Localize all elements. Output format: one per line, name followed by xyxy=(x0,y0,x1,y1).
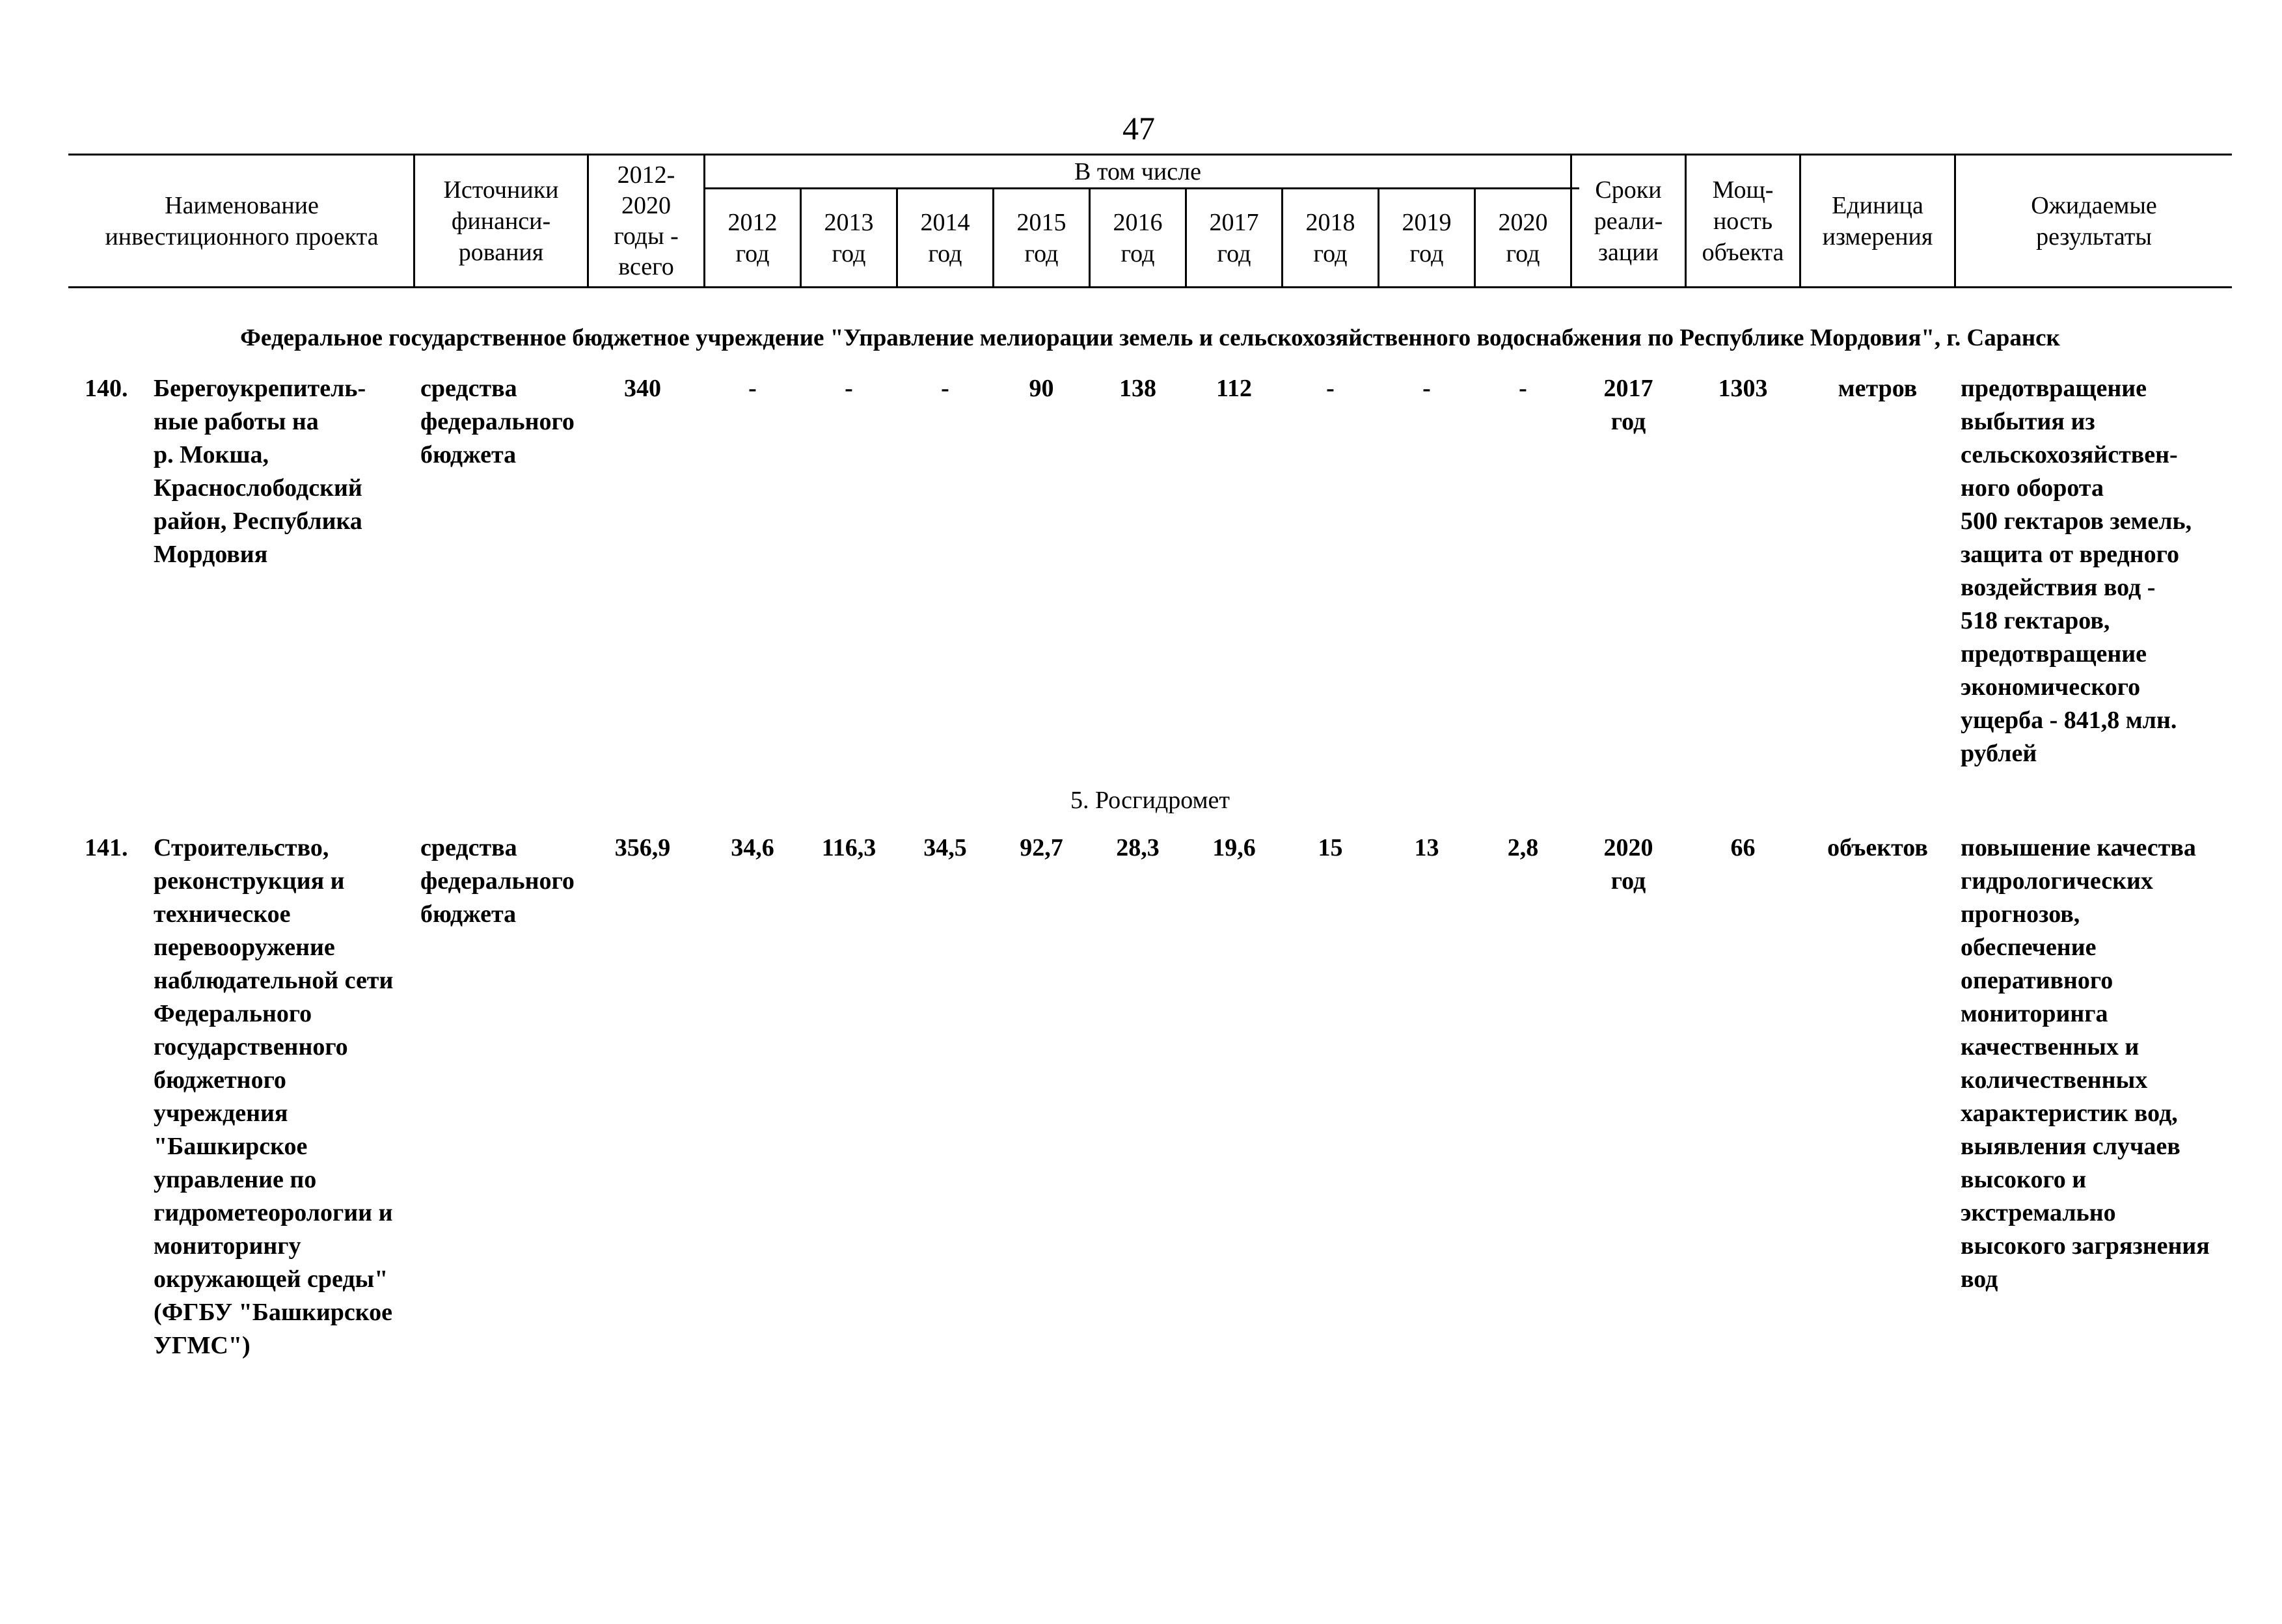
section-heading: 5. Росгидромет xyxy=(1070,787,1230,814)
row-141-source: средства федерального бюджета xyxy=(420,834,575,928)
row-141-2015: 92,7 xyxy=(1020,834,1063,861)
header-year-2019: 2019 год xyxy=(1402,208,1452,267)
row-141-unit: объектов xyxy=(1827,834,1928,861)
header-total: 2012- 2020 годы - всего xyxy=(614,161,679,280)
header-year-2018: 2018 год xyxy=(1305,208,1355,267)
row-140-term: 2017 год xyxy=(1603,375,1653,435)
row-140-2018: - xyxy=(1326,375,1335,402)
header-project-name: Наименование инвестиционного проекта xyxy=(105,191,379,250)
header-results: Ожидаемые результаты xyxy=(2031,191,2157,250)
header-bottom-rule xyxy=(68,286,2232,288)
row-140-capacity: 1303 xyxy=(1718,375,1768,402)
row-140-unit: метров xyxy=(1838,375,1918,402)
row-140-2019: - xyxy=(1422,375,1431,402)
header-capacity: Мощ- ность объекта xyxy=(1702,176,1784,266)
row-141-number: 141. xyxy=(85,834,128,861)
row-141-term: 2020 год xyxy=(1603,834,1653,895)
header-terms: Сроки реали- зации xyxy=(1594,176,1663,266)
row-141-2012: 34,6 xyxy=(731,834,774,861)
row-141-results: повышение качества гидрологических прогнозов, обеспечение оперативного мониторинга качественных и количественных характеристик вод, выявления случаев высокого и экстремально высокого загрязнения вод xyxy=(1961,834,2210,1293)
header-year-2016: 2016 год xyxy=(1113,208,1163,267)
header-unit: Единица измерения xyxy=(1822,191,1933,250)
header-year-2017: 2017 год xyxy=(1209,208,1259,267)
organization-heading: Федеральное государственное бюджетное учреждение "Управление мелиорации земель и сельскохозяйственного водоснабжения по Республике Мордовия", г. Саранск xyxy=(240,325,2060,351)
header-sources: Источники финанси- рования xyxy=(443,176,559,266)
row-140-2020: - xyxy=(1519,375,1527,402)
header-including: В том числе xyxy=(1074,157,1201,185)
row-141-2019: 13 xyxy=(1414,834,1439,861)
row-140-2012: - xyxy=(748,375,757,402)
row-141-capacity: 66 xyxy=(1730,834,1756,861)
row-141-2018: 15 xyxy=(1318,834,1343,861)
row-141-2016: 28,3 xyxy=(1116,834,1160,861)
header-year-2013: 2013 год xyxy=(824,208,874,267)
row-140-2016: 138 xyxy=(1119,375,1156,402)
row-141-total: 356,9 xyxy=(614,834,671,861)
page-number: 47 xyxy=(1122,110,1155,146)
row-140-total: 340 xyxy=(624,375,661,402)
row-140-number: 140. xyxy=(85,375,128,402)
header-year-2020: 2020 год xyxy=(1498,208,1548,267)
row-140-2015: 90 xyxy=(1029,375,1054,402)
row-141-2017: 19,6 xyxy=(1212,834,1256,861)
row-140-2014: - xyxy=(941,375,949,402)
row-140-2013: - xyxy=(845,375,853,402)
row-140-source: средства федерального бюджета xyxy=(420,375,575,468)
row-141-2020: 2,8 xyxy=(1507,834,1539,861)
row-140-name: Берегоукрепитель- ные работы на р. Мокша, Краснослободский район, Республика Мордовия xyxy=(154,375,366,568)
header-year-2014: 2014 год xyxy=(920,208,970,267)
header-year-2012: 2012 год xyxy=(727,208,778,267)
row-140-2017: 112 xyxy=(1216,375,1252,402)
header-year-2015: 2015 год xyxy=(1016,208,1066,267)
row-141-2014: 34,5 xyxy=(923,834,967,861)
row-141-2013: 116,3 xyxy=(821,834,876,861)
row-141-name: Строительство, реконструкция и техническое перевооружение наблюдательной сети Федерального государственного бюджетного учреждения "Башкирское управление по гидрометеорологии и мониторингу окружающей среды" (ФГБУ "Башкирское УГМС") xyxy=(154,834,394,1359)
row-140-results: предотвращение выбытия из сельскохозяйствен- ного оборота 500 гектаров земель, защита от вредного воздействия вод - 518 гектаров, предотвращение экономического ущерба - 841,8 млн. рублей xyxy=(1961,375,2192,767)
